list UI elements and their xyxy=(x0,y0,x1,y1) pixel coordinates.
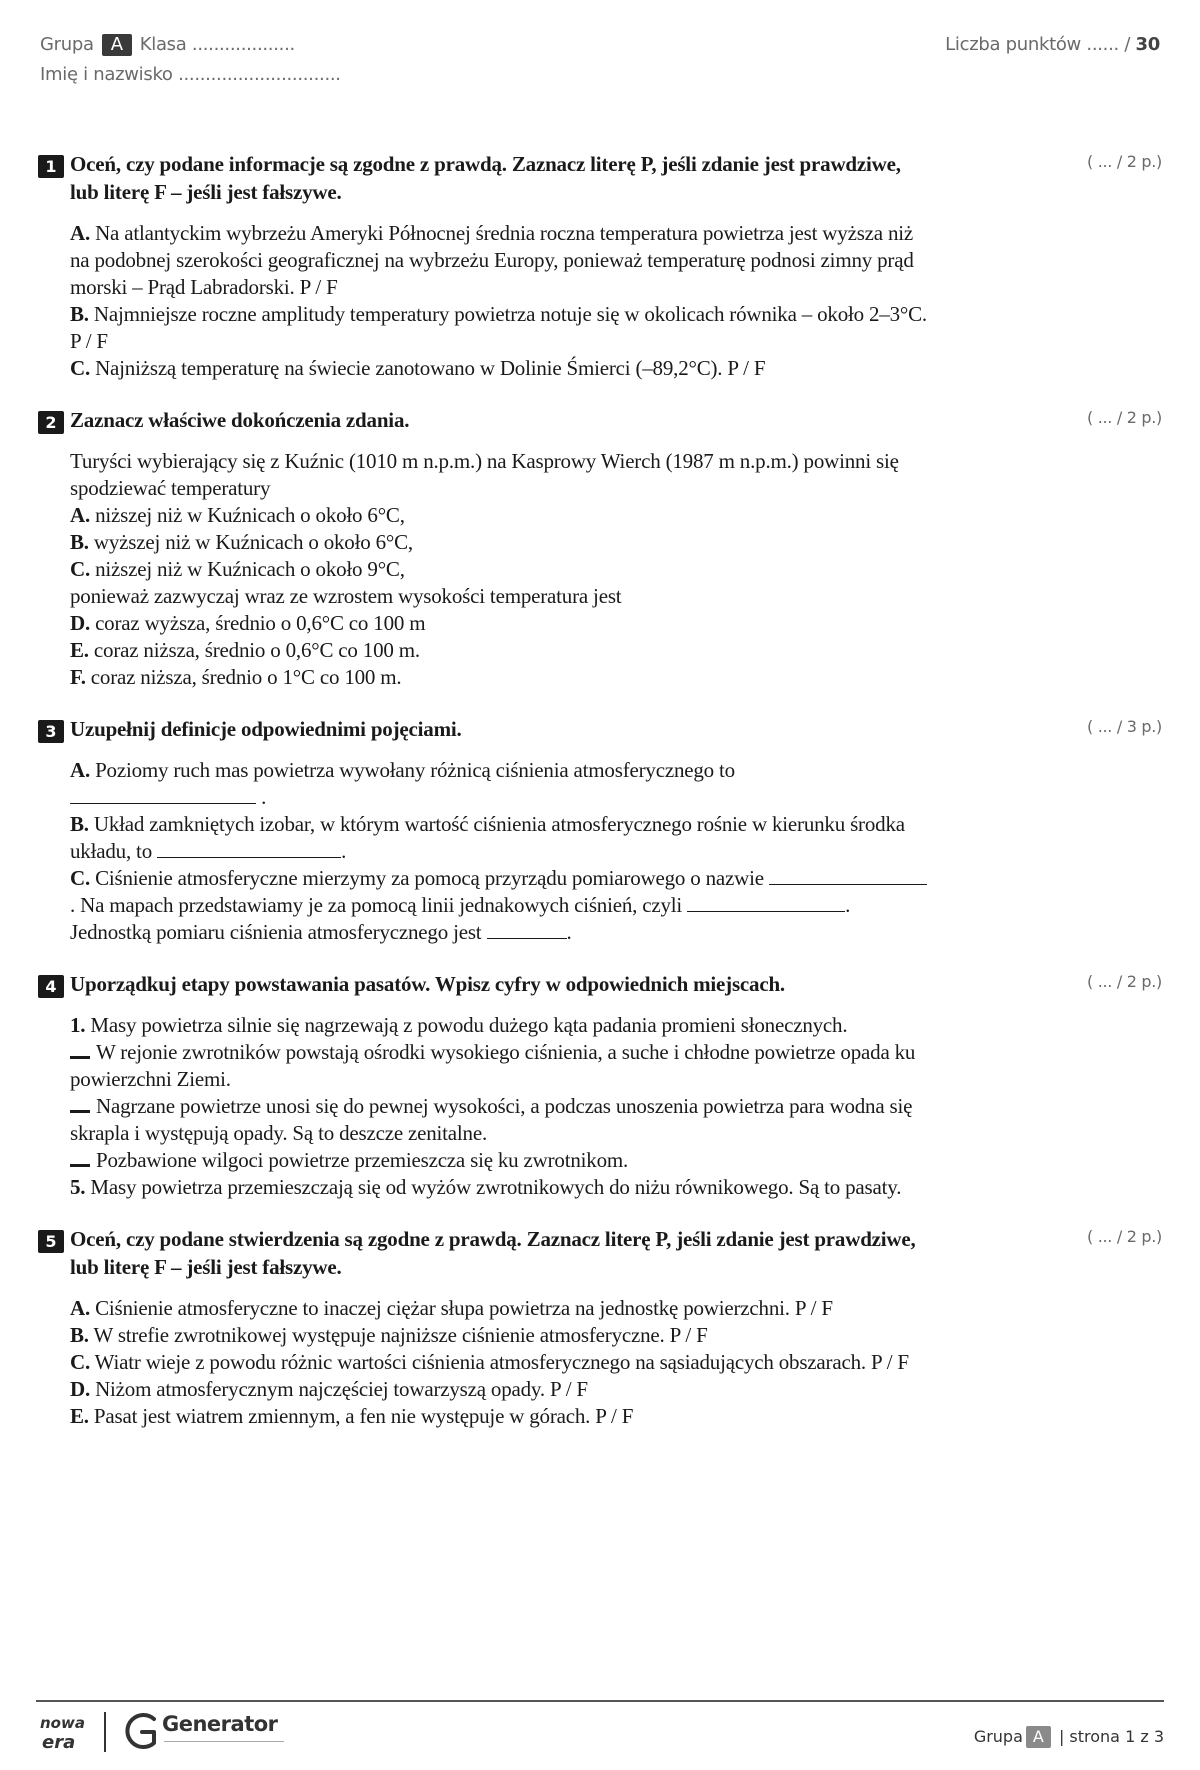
definition-a xyxy=(70,757,930,811)
task-3-body xyxy=(38,757,930,946)
item-text: Niżom atmosferycznym najczęściej towarzyszą opady. P / F xyxy=(90,1377,588,1401)
statement-c xyxy=(70,355,930,382)
task-1 xyxy=(38,150,1162,382)
task-instruction: Oceń, czy podane stwierdzenia są zgodne z prawdą. Zaznacz literę P, jeśli zdanie jest prawdziwe, lub literę F – jeśli jest fałszywe. xyxy=(70,1227,916,1279)
task-points: ( ... / 2 p.) xyxy=(1087,972,1162,991)
item-letter: C. xyxy=(70,1350,91,1374)
order-slot[interactable] xyxy=(70,1042,90,1059)
footer-group-label: Grupa xyxy=(973,1727,1023,1746)
item-text: Ciśnienie atmosferyczne mierzymy za pomocą przyrządu pomiarowego o nazwie xyxy=(90,866,764,890)
stage-text: W rejonie zwrotników powstają ośrodki wysokiego ciśnienia, a suche i chłodne powietrze opada ku powierzchni Ziemi. xyxy=(70,1040,916,1091)
item-text: Ciśnienie atmosferyczne to inaczej ciężar słupa powietrza na jednostkę powierzchni. P / F xyxy=(90,1296,833,1320)
stage-unordered-3 xyxy=(70,1147,930,1174)
task-2 xyxy=(38,406,1162,691)
svg-text:nowa: nowa xyxy=(40,1714,85,1732)
task-2-header xyxy=(38,406,930,434)
option-d xyxy=(70,610,930,637)
statement-e xyxy=(70,1403,930,1430)
item-text: Najniższą temperaturę na świecie zanotowano w Dolinie Śmierci (–89,2°C). P / F xyxy=(90,356,766,380)
nowa-era-logo xyxy=(38,1710,88,1754)
task-number: 5 xyxy=(38,1230,64,1253)
item-text: W strefie zwrotnikowej występuje najniższe ciśnienie atmosferyczne. P / F xyxy=(88,1323,708,1347)
task-number: 3 xyxy=(38,720,64,743)
item-text: Układ zamkniętych izobar, w którym wartość ciśnienia atmosferycznego rośnie w kierunku środka układu, to xyxy=(70,812,905,863)
stage-1 xyxy=(70,1012,930,1039)
item-letter: A. xyxy=(70,221,91,245)
item-text: . Na mapach przedstawiamy je za pomocą linii jednakowych ciśnień, czyli xyxy=(70,893,683,917)
option-text: wyższej niż w Kuźnicach o około 6°C, xyxy=(88,530,413,554)
option-text: niższej niż w Kuźnicach o około 9°C, xyxy=(90,557,405,581)
task-5-body xyxy=(38,1295,930,1430)
points-label: Liczba punktów ...... / xyxy=(945,34,1131,55)
task-points: ( ... / 2 p.) xyxy=(1087,1227,1162,1246)
option-text: coraz wyższa, średnio o 0,6°C co 100 m xyxy=(90,611,426,635)
name-field: Imię i nazwisko .............................. xyxy=(40,64,341,85)
page-number: | strona 1 z 3 xyxy=(1058,1727,1164,1746)
definition-b xyxy=(70,811,930,865)
option-a xyxy=(70,502,930,529)
task-instruction: Uzupełnij definicje odpowiednimi pojęciami. xyxy=(70,717,462,741)
task-points: ( ... / 2 p.) xyxy=(1087,408,1162,427)
svg-text:era: era xyxy=(42,1732,76,1753)
option-letter: F. xyxy=(70,665,86,689)
order-slot[interactable] xyxy=(70,1150,90,1167)
item-text: Najmniejsze roczne amplitudy temperatury powietrza notuje się w okolicach równika – około 2–3°C. P / F xyxy=(70,302,927,353)
points-total: 30 xyxy=(1135,34,1160,55)
brand-tagline-mark xyxy=(164,1740,284,1744)
footer-group-badge: A xyxy=(1026,1726,1051,1748)
stage-text: Masy powietrza silnie się nagrzewają z powodu dużego kąta padania promieni słonecznych. xyxy=(85,1013,848,1037)
statement-a xyxy=(70,220,930,301)
order-slot[interactable] xyxy=(70,1096,90,1113)
page-header xyxy=(40,30,1160,90)
task-number: 2 xyxy=(38,411,64,434)
option-b xyxy=(70,529,930,556)
stage-unordered-2 xyxy=(70,1093,930,1147)
task-4 xyxy=(38,970,1162,1201)
option-text: coraz niższa, średnio o 0,6°C co 100 m. xyxy=(88,638,420,662)
item-letter: D. xyxy=(70,1377,91,1401)
item-text: Wiatr wieje z powodu różnic wartości ciśnienia atmosferycznego na sąsiadujących obszarach. P / F xyxy=(90,1350,909,1374)
option-letter: E. xyxy=(70,638,89,662)
punctuation: . xyxy=(341,839,347,863)
option-c xyxy=(70,556,930,583)
item-letter: B. xyxy=(70,302,89,326)
statement-c xyxy=(70,1349,930,1376)
stage-5 xyxy=(70,1174,930,1201)
question-intro: Turyści wybierający się z Kuźnic (1010 m n.p.m.) na Kasprowy Wierch (1987 m n.p.m.) powinni się spodziewać temperatury xyxy=(70,449,899,500)
option-letter: D. xyxy=(70,611,91,635)
punctuation: . xyxy=(261,785,267,809)
task-instruction: Oceń, czy podane informacje są zgodne z prawdą. Zaznacz literę P, jeśli zdanie jest prawdziwe, lub literę F – jeśli jest fałszywe. xyxy=(70,152,901,204)
item-letter: A. xyxy=(70,758,91,782)
task-5-header xyxy=(38,1225,930,1281)
page-footer xyxy=(36,1700,1164,1760)
item-letter: C. xyxy=(70,866,91,890)
task-2-body xyxy=(38,448,930,691)
item-letter: A. xyxy=(70,1296,91,1320)
item-letter: B. xyxy=(70,812,89,836)
task-instruction: Uporządkuj etapy powstawania pasatów. Wpisz cyfry w odpowiednich miejscach. xyxy=(70,972,785,996)
option-text: niższej niż w Kuźnicach o około 6°C, xyxy=(90,503,405,527)
task-number: 4 xyxy=(38,975,64,998)
logo-separator xyxy=(104,1712,106,1752)
item-letter: C. xyxy=(70,356,91,380)
total-points xyxy=(945,34,1160,55)
stage-text: Masy powietrza przemieszczają się od wyżów zwrotnikowych do niżu równikowego. Są to pasaty. xyxy=(85,1175,902,1199)
answer-blank[interactable] xyxy=(687,893,845,912)
stage-text: Nagrzane powietrze unosi się do pewnej wysokości, a podczas unoszenia powietrza para wodna się skrapla i występują opady. Są to deszcze zenitalne. xyxy=(70,1094,913,1145)
option-f xyxy=(70,664,930,691)
punctuation: . xyxy=(566,920,572,944)
definition-c xyxy=(70,865,930,946)
stage-unordered-1 xyxy=(70,1039,930,1093)
option-letter: B. xyxy=(70,530,89,554)
group-badge: A xyxy=(102,34,132,56)
statement-b xyxy=(70,301,930,355)
item-letter: E. xyxy=(70,1404,89,1428)
worksheet-content xyxy=(38,150,1162,1454)
option-letter: C. xyxy=(70,557,91,581)
statement-a xyxy=(70,1295,930,1322)
page-indicator xyxy=(974,1726,1164,1748)
task-points: ( ... / 2 p.) xyxy=(1087,152,1162,171)
task-4-header xyxy=(38,970,930,998)
stage-number: 1. xyxy=(70,1013,86,1037)
task-instruction: Zaznacz właściwe dokończenia zdania. xyxy=(70,408,410,432)
option-e xyxy=(70,637,930,664)
generator-brand: Generator xyxy=(162,1712,278,1736)
item-letter: B. xyxy=(70,1323,89,1347)
task-3-header xyxy=(38,715,930,743)
generator-g-icon xyxy=(120,1710,160,1752)
answer-blank[interactable] xyxy=(769,866,927,885)
task-1-header xyxy=(38,150,930,206)
option-letter: A. xyxy=(70,503,91,527)
item-text: . Jednostką pomiaru ciśnienia atmosferycznego jest xyxy=(70,893,851,944)
footer-divider xyxy=(36,1700,1164,1702)
answer-blank[interactable] xyxy=(487,920,567,939)
group-label: Grupa xyxy=(40,34,94,55)
question-middle: ponieważ zazwyczaj wraz ze wzrostem wysokości temperatura jest xyxy=(70,584,622,608)
answer-blank[interactable] xyxy=(157,839,341,858)
class-field: Klasa ................... xyxy=(139,34,295,55)
item-text: Pasat jest wiatrem zmiennym, a fen nie występuje w górach. P / F xyxy=(88,1404,634,1428)
stage-text: Pozbawione wilgoci powietrze przemieszcza się ku zwrotnikom. xyxy=(96,1148,629,1172)
group-class-line xyxy=(40,34,295,56)
stage-number: 5. xyxy=(70,1175,86,1199)
task-4-body xyxy=(38,1012,930,1201)
task-3 xyxy=(38,715,1162,946)
task-number: 1 xyxy=(38,155,64,178)
item-text: Na atlantyckim wybrzeżu Ameryki Północnej średnia roczna temperatura powietrza jest wyższa niż na podobnej szerokości geograficznej na wybrzeżu Europy, ponieważ temperaturę podnosi zimny prąd morski – Prąd Labradorski. P / F xyxy=(70,221,914,299)
item-text: Poziomy ruch mas powietrza wywołany różnicą ciśnienia atmosferycznego to xyxy=(90,758,735,782)
option-text: coraz niższa, średnio o 1°C co 100 m. xyxy=(85,665,402,689)
statement-b xyxy=(70,1322,930,1349)
answer-blank[interactable] xyxy=(70,785,256,804)
task-points: ( ... / 3 p.) xyxy=(1087,717,1162,736)
statement-d xyxy=(70,1376,930,1403)
task-5 xyxy=(38,1225,1162,1430)
task-1-body xyxy=(38,220,930,382)
